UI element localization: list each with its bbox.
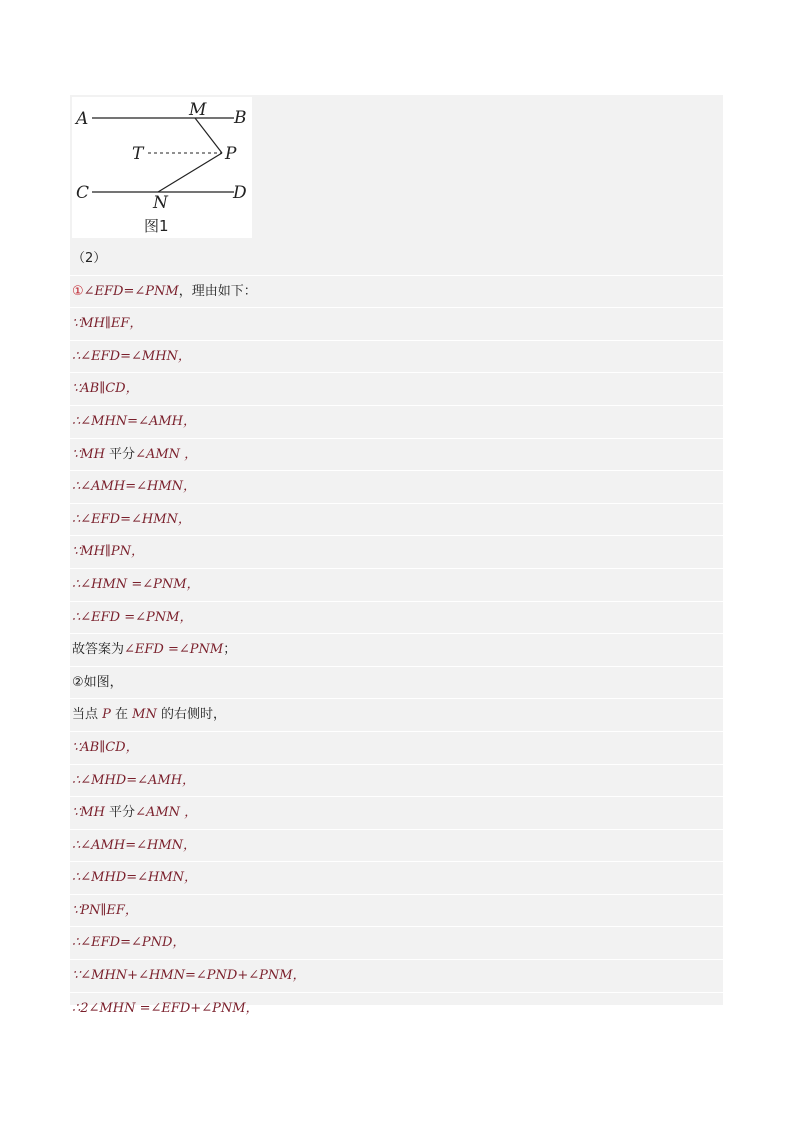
solution-line — [70, 535, 723, 568]
segment-pn — [158, 153, 222, 192]
solution-line — [70, 992, 723, 1025]
line-segment: ∴∠HMN =∠PNM， — [72, 576, 200, 592]
solution-line — [70, 503, 723, 536]
line-segment: ∠AMN ， — [135, 446, 198, 462]
label-d: D — [233, 183, 247, 203]
line-segment: ∴∠MHD=∠AMH， — [72, 772, 196, 788]
solution-line — [70, 666, 723, 699]
solution-line — [70, 438, 723, 471]
line-segment: ∠AMN ， — [135, 805, 198, 821]
line-segment: ∴∠EFD =∠PNM， — [72, 609, 193, 625]
line-segment: 在 — [110, 707, 133, 723]
geometry-figure — [72, 97, 252, 238]
line-segment: ∵MH — [72, 805, 105, 821]
solution-line — [70, 894, 723, 927]
line-segment: ∵AB∥CD， — [72, 739, 139, 755]
line-segment: ∴∠EFD=∠PND， — [72, 935, 186, 951]
solution-line — [70, 633, 723, 666]
line-segment: 平分 — [104, 446, 136, 462]
line-segment: ∴∠MHD=∠HMN， — [72, 870, 198, 886]
solution-line — [70, 275, 723, 308]
solution-line — [70, 926, 723, 959]
figure-svg — [72, 97, 252, 238]
line-segment: ① — [72, 283, 84, 299]
line-segment: 当点 — [72, 707, 103, 723]
solution-line — [70, 959, 723, 992]
line-segment: ∴∠EFD=∠MHN， — [72, 348, 191, 364]
solution-line — [70, 568, 723, 601]
line-segment: ∠EFD=∠PNM — [83, 283, 179, 299]
solution-line — [70, 243, 723, 275]
line-segment: 平分 — [104, 805, 136, 821]
solution-line — [70, 698, 723, 731]
solution-line — [70, 764, 723, 797]
line-segment: ，理由如下： — [178, 283, 257, 299]
line-segment: ∵MH∥EF， — [72, 316, 143, 332]
label-b: B — [234, 108, 247, 128]
line-segment: ∴∠AMH=∠HMN， — [72, 479, 197, 495]
line-segment: 故答案为 — [72, 642, 125, 658]
line-segment: ； — [223, 642, 237, 658]
line-segment: ∵∠MHN+∠HMN=∠PND+∠PNM， — [72, 968, 306, 984]
line-segment: 的右侧时， — [156, 707, 226, 723]
line-segment: ∵AB∥CD， — [72, 381, 139, 397]
line-segment: ∵MH∥PN， — [72, 544, 145, 560]
solution-line — [70, 340, 723, 373]
solution-line — [70, 405, 723, 438]
line-segment: ∴2∠MHN =∠EFD+∠PNM， — [72, 1000, 259, 1016]
label-t: T — [132, 144, 144, 164]
label-n: N — [153, 193, 168, 213]
solution-lines — [70, 243, 723, 1024]
line-segment: ∴∠EFD=∠HMN， — [72, 511, 191, 527]
line-segment: ②如图， — [72, 674, 123, 690]
solution-line — [70, 372, 723, 405]
line-segment: MN — [132, 707, 157, 723]
figure-caption: 图1 — [144, 217, 169, 235]
solution-line — [70, 829, 723, 862]
solution-line — [70, 601, 723, 634]
line-segment: ∵PN∥EF， — [72, 902, 138, 918]
segment-mp — [195, 118, 222, 153]
solution-line — [70, 470, 723, 503]
line-segment: P — [102, 707, 111, 723]
solution-line — [70, 861, 723, 894]
solution-line — [70, 731, 723, 764]
label-m: M — [189, 100, 207, 120]
line-segment: （2） — [72, 251, 107, 266]
label-p: P — [225, 144, 237, 164]
line-segment: ∠EFD =∠PNM — [124, 642, 224, 658]
label-c: C — [76, 183, 90, 203]
label-a: A — [76, 109, 89, 129]
line-segment: ∵MH — [72, 446, 105, 462]
line-segment: ∴∠AMH=∠HMN， — [72, 837, 197, 853]
solution-line — [70, 796, 723, 829]
line-segment: ∴∠MHN=∠AMH， — [72, 413, 197, 429]
solution-line — [70, 307, 723, 340]
